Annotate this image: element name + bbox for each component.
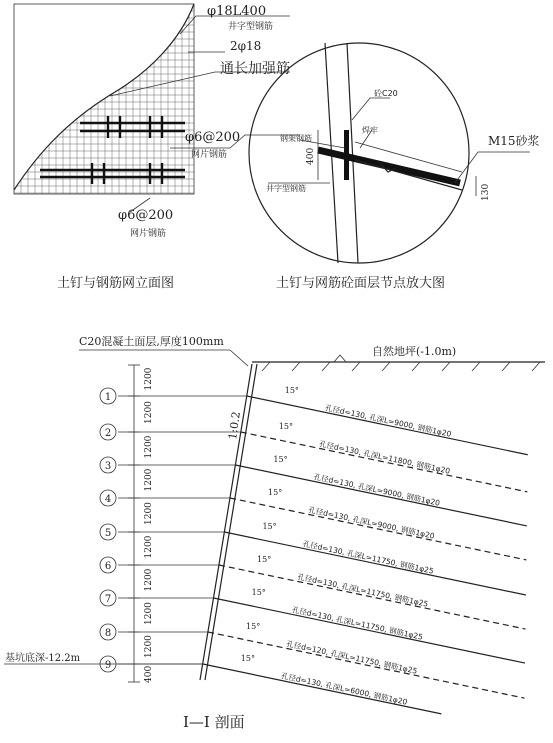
nail-number: 3	[104, 461, 112, 472]
label-bar-main-sub: 井字型钢筋	[228, 22, 274, 32]
nail-number: 7	[104, 594, 112, 605]
caption-elevation: 土钉与钢筋网立面图	[57, 276, 175, 291]
nail-spec: 孔径d=130, 孔深L=6000, 钢筋1φ20	[280, 671, 409, 707]
surface-note: C20混凝土面层,厚度100mm	[79, 335, 224, 348]
ground-hatch	[262, 362, 540, 371]
slope-ratio: 1:0.2	[226, 410, 243, 441]
dim-label: 1200	[144, 535, 154, 559]
section-title: I—I 剖面	[183, 713, 245, 731]
nail-number: 4	[104, 494, 112, 505]
nail-number: 1	[104, 392, 112, 403]
label-mesh1: φ6@200	[185, 130, 241, 145]
elevation-view	[14, 4, 300, 291]
nail-spec: 孔径d=130, 孔深L=11750, 钢筋1φ25	[291, 605, 424, 642]
label-weld: 焊牢	[362, 126, 378, 135]
label-concrete: 砼C20	[374, 89, 398, 98]
section-view	[4, 334, 545, 731]
nail-number: 6	[104, 561, 112, 572]
nail-angle: 15°	[240, 654, 255, 663]
nail-angle: 15°	[262, 522, 277, 531]
dim-label: 1200	[144, 602, 154, 625]
nail-number: 8	[104, 628, 112, 639]
dim-label: 400	[144, 665, 154, 683]
caption-node-detail: 土钉与网筋砼面层节点放大图	[276, 276, 446, 291]
dim-label: 1200	[144, 635, 154, 658]
label-mesh2: φ6@200	[118, 208, 174, 223]
dim-label: 1200	[144, 435, 154, 459]
nail-angle: 15°	[246, 622, 261, 631]
slope-face-outer	[200, 364, 252, 680]
node-detail	[249, 43, 540, 291]
dim-labels	[144, 367, 154, 683]
dim-label: 1200	[144, 502, 154, 525]
nail-spec: 孔径d=130, 孔深L=11750, 钢筋1φ25	[302, 539, 435, 576]
label-dim-400: 400	[306, 147, 316, 165]
nail-spec: 孔径d=130, 孔深L=11800, 钢筋1φ20	[318, 439, 451, 476]
cross-bars	[92, 116, 162, 184]
dim-label: 1200	[144, 568, 154, 592]
label-mortar: M15砂浆	[488, 134, 540, 148]
nail-hole-lower	[355, 160, 462, 190]
nail-angle: 15°	[251, 588, 266, 597]
label-bar-rebar: 钢架钢筋	[280, 134, 312, 143]
nail-number: 2	[104, 428, 112, 439]
nail-angle: 15°	[268, 488, 283, 497]
label-bar-main: φ18L400	[207, 4, 267, 19]
nail-bar	[318, 150, 460, 183]
ground-note: 自然地坪(-1.0m)	[372, 345, 457, 358]
label-bar-long: 2φ18	[230, 39, 262, 53]
nail-spec: 孔径d=130, 孔深L=9000, 钢筋1φ20	[313, 472, 441, 508]
nail-spec: 孔径d=130, 孔深L=11750, 钢筋1φ25	[296, 572, 430, 609]
slope-curve	[14, 4, 194, 190]
dim-label: 1200	[144, 401, 154, 424]
label-cross-bar: 井字型钢筋	[266, 184, 306, 193]
nail-angle: 15°	[257, 555, 272, 564]
nail-spec: 孔径d=120, 孔深L=11750, 钢筋1φ25	[285, 639, 419, 676]
nail-angle: 15°	[284, 386, 299, 395]
label-mesh2-sub: 网片钢筋	[130, 229, 167, 239]
pit-bottom-label: 基坑底深-12.2m	[5, 653, 81, 664]
nail-number: 5	[104, 528, 112, 539]
leader-concrete	[352, 98, 390, 120]
nail-spec: 孔径d=130, 孔深L=9000, 钢筋1φ20	[324, 403, 453, 439]
label-mesh1-sub: 网片钢筋	[191, 150, 228, 160]
dim-label: 1200	[144, 468, 154, 492]
label-dim-130: 130	[481, 183, 491, 201]
ground-marker	[334, 355, 346, 362]
surface-note-leader	[230, 350, 248, 366]
nail-number: 9	[104, 660, 112, 671]
nail-angle: 15°	[273, 455, 288, 464]
soil-nails	[100, 386, 528, 714]
nail-angle: 15°	[278, 422, 294, 431]
plate	[344, 130, 349, 180]
label-bar-long-sub: 通长加强筋	[220, 61, 290, 77]
dim-label: 1200	[144, 367, 154, 391]
soil-nail	[100, 386, 528, 455]
nail-spec: 孔径d=130, 孔深L=9000, 钢筋1φ20	[307, 505, 436, 541]
